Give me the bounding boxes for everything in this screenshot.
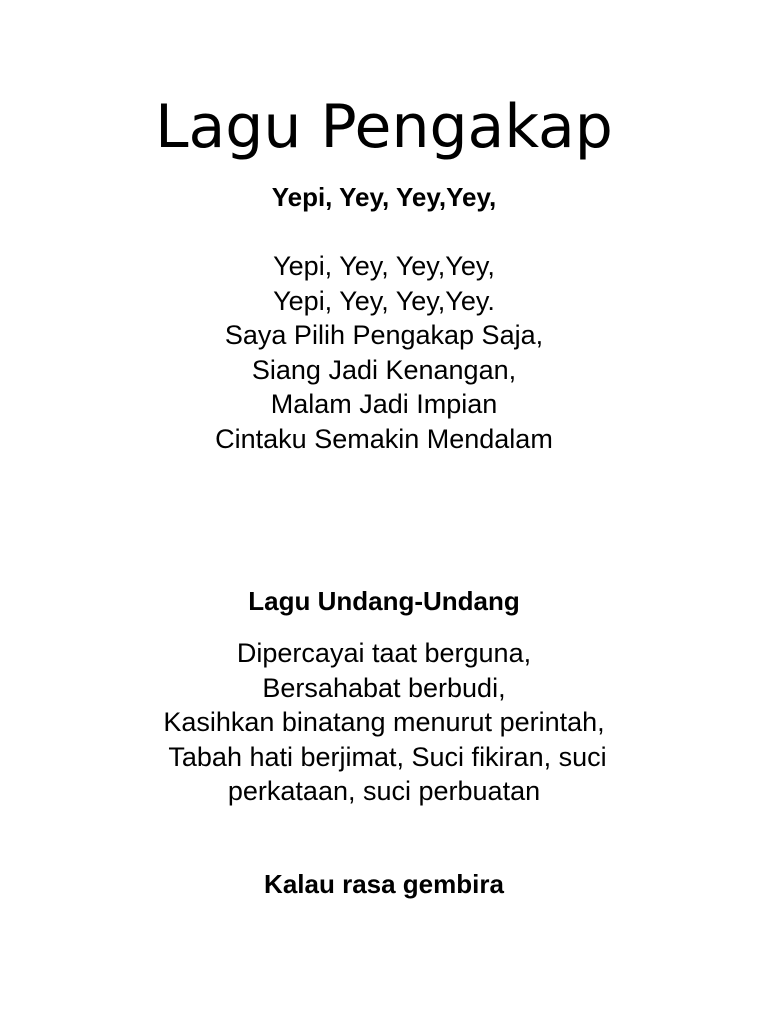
song3-heading: Kalau rasa gembira (264, 869, 504, 899)
song1-heading: Yepi, Yey, Yey,Yey, (271, 182, 497, 212)
lyric-line: Cintaku Semakin Mendalam (215, 423, 553, 454)
lyric-line: Siang Jadi Kenangan, (251, 354, 517, 385)
lyric-line: Dipercayai taat berguna, (236, 638, 532, 668)
song1-lyrics (0, 249, 768, 456)
song2-heading: Lagu Undang-Undang (248, 586, 520, 616)
page-title: Lagu Pengakap (155, 92, 613, 162)
lyric-line: Yepi, Yey, Yey,Yey, (273, 251, 495, 281)
lyric-line: Saya Pilih Pengakap Saja, (224, 320, 544, 350)
lyric-line: Tabah hati berjimat, Suci fikiran, suci (161, 741, 607, 772)
song2-lyrics (0, 636, 768, 809)
lyric-line: Yepi, Yey, Yey,Yey. (273, 285, 495, 316)
lyric-line: Kasihkan binatang menurut perintah, (163, 707, 605, 737)
lyric-line: Bersahabat berbudi, (262, 672, 506, 703)
lyric-line: perkataan, suci perbuatan (227, 776, 541, 806)
lyric-line: Malam Jadi Impian (270, 389, 498, 419)
